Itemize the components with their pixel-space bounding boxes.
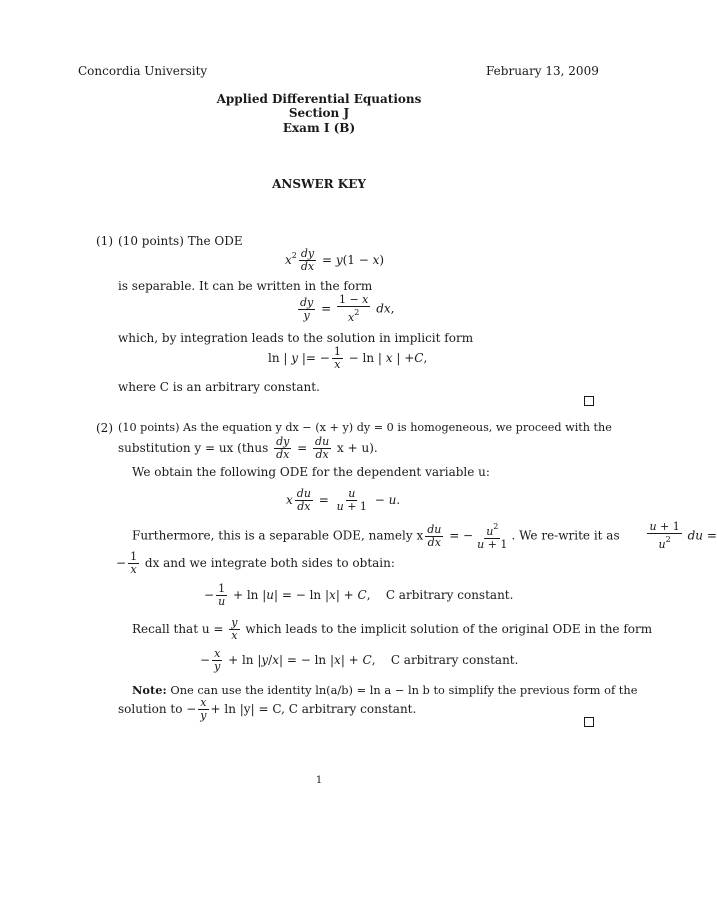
q2-line2-start: substitution y = ux (thus: [118, 441, 269, 455]
exam-title: Exam I (B): [282, 121, 356, 135]
q2-note-line2-start: solution to −: [118, 702, 197, 716]
q2-original-solution: − $\frac{x}{y}$ + ln |y/x| = − ln |x| + C, C arbitrary constant.: [200, 647, 519, 673]
answer-key-heading: ANSWER KEY: [272, 177, 366, 191]
q2-substitution-line: substitution y = ux (thus $\frac{dy}{dx}$ = $\frac{du}{dx}$ x + u).: [118, 435, 378, 461]
q2-integrate-line: − $\frac{1}{x}$ dx and we integrate both sides to obtain:: [116, 550, 395, 576]
section-title: Section J: [288, 106, 350, 120]
q2-rewrite-text: . We re-write it as: [511, 528, 620, 543]
course-title: Applied Differential Equations: [216, 92, 422, 106]
q1-ode-equation: $x^2$ $\frac{dy}{dx}$ = y(1 − x): [285, 247, 385, 273]
q2-arb-const-2: C arbitrary constant.: [390, 653, 519, 667]
q2-integrate-text: dx and we integrate both sides to obtain:: [144, 556, 395, 570]
exam-date: February 13, 2009: [486, 64, 599, 78]
institution-name: Concordia University: [78, 64, 208, 78]
q2-obtain-text: We obtain the following ODE for the dependent variable u:: [132, 465, 490, 479]
q2-note-line2-end: + ln |y| = C, C arbitrary constant.: [210, 702, 417, 716]
q2-ode-u: x $\frac{du}{dx}$ = $\frac{u}{u + 1}$ − u.: [286, 487, 401, 513]
q1-intro: (10 points) The ODE: [118, 234, 243, 248]
q2-qed-box: [584, 717, 594, 727]
q2-line2-end: x + u).: [337, 441, 378, 455]
q2-recall-start: Recall that u =: [132, 622, 224, 636]
q2-note-line: [132, 683, 637, 697]
q2-note-label: Note:: [132, 683, 167, 697]
q2-recall-end: which leads to the implicit solution of the original ODE in the form: [245, 622, 653, 636]
q2-integrated-equation: − $\frac{1}{u}$ + ln |u| = − ln |x| + C, C arbitrary constant.: [204, 582, 514, 608]
q2-line1: (10 points) As the equation y dx − (x + y) dy = 0 is homogeneous, we proceed with the: [118, 421, 612, 434]
q2-note-line2: solution to − $\frac{x}{y}$ + ln |y| = C, C arbitrary constant.: [118, 696, 417, 722]
page-number: 1: [315, 775, 323, 786]
q1-implicit-solution: ln | y |= − $\frac{1}{x}$ − ln | x | +C,: [268, 345, 428, 371]
q1-separable-text: is separable. It can be written in the form: [118, 279, 373, 293]
q2-furthermore-line: Furthermore, this is a separable ODE, namely x $\frac{du}{dx}$ = − $\frac{u^2}{u + 1}$ . We re-write it as $\frac{u + 1}{u^2}$ du =: [132, 520, 717, 551]
q1-constant-text: where C is an arbitrary constant.: [118, 380, 320, 394]
q1-integration-text: which, by integration leads to the solution in implicit form: [118, 331, 474, 345]
q1-number: (1): [96, 234, 113, 248]
q2-recall-line: Recall that u = $\frac{y}{x}$ which leads to the implicit solution of the original ODE in the form: [132, 616, 653, 642]
q1-qed-box: [584, 396, 594, 406]
q2-number: (2): [96, 421, 113, 435]
q1-separated-form: $\frac{dy}{y}$ = $\frac{1 - x}{x^2}$ dx,: [300, 293, 395, 324]
q2-arb-const-1: C arbitrary constant.: [385, 588, 514, 602]
q2-note-text: One can use the identity ln(a/b) = ln a − ln b to simplify the previous form of the: [170, 683, 638, 697]
q2-furthermore-start: Furthermore, this is a separable ODE, namely x: [132, 528, 424, 543]
